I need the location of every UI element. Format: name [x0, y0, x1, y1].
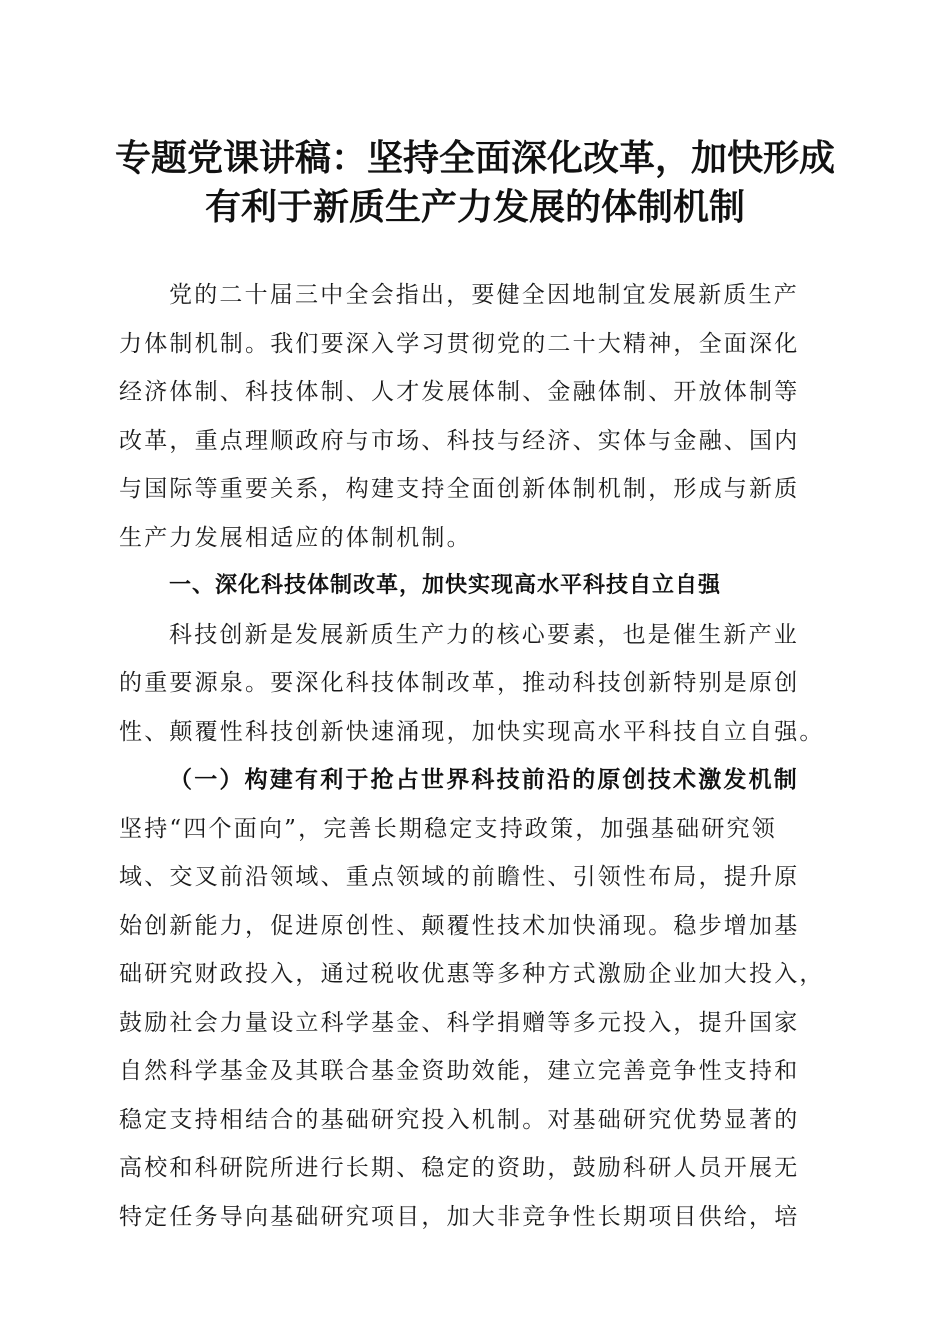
- paragraph-line: 改革，重点理顺政府与市场、科技与经济、实体与金融、国内: [119, 427, 800, 454]
- paragraph-line: 域、交叉前沿领域、重点领域的前瞻性、引领性布局，提升原: [119, 864, 800, 890]
- document-title-line-2: 有利于新质生产力发展的体制机制: [204, 186, 745, 228]
- paragraph-line: 生产力发展相适应的体制机制。: [119, 524, 472, 551]
- paragraph-line: 的重要源泉。要深化科技体制改革，推动科技创新特别是原创: [119, 670, 800, 696]
- paragraph-line: 础研究财政投入，通过税收优惠等多种方式激励企业加大投入，: [119, 961, 825, 987]
- paragraph-line: 性、颠覆性科技创新快速涌现，加快实现高水平科技自立自强。: [119, 718, 825, 745]
- paragraph-line: 坚持“四个面向”，完善长期稳定支持政策，加强基础研究领: [119, 815, 777, 842]
- document-body: [119, 271, 831, 1241]
- paragraph-line: 党的二十届三中全会指出，要健全因地制宜发展新质生产: [169, 282, 799, 308]
- paragraph-line: 高校和科研院所进行长期、稳定的资助，鼓励科研人员开展无: [119, 1155, 800, 1181]
- paragraph-line: 力体制机制。我们要深入学习贯彻党的二十大精神，全面深化: [119, 330, 800, 357]
- subsection-heading: （一）构建有利于抢占世界科技前沿的原创技术激发机制: [169, 766, 799, 793]
- document-title-line-1: 专题党课讲稿：坚持全面深化改革，加快形成: [114, 137, 835, 179]
- paragraph-line: 鼓励社会力量设立科学基金、科学捐赠等多元投入，提升国家: [119, 1009, 800, 1036]
- paragraph-line: 稳定支持相结合的基础研究投入机制。对基础研究优势显著的: [119, 1106, 800, 1133]
- section-heading: 一、深化科技体制改革，加快实现高水平科技自立自强: [169, 573, 722, 598]
- paragraph-line: 特定任务导向基础研究项目，加大非竞争性长期项目供给，培: [119, 1203, 800, 1230]
- paragraph-line: 自然科学基金及其联合基金资助效能，建立完善竞争性支持和: [119, 1058, 800, 1084]
- paragraph-line: 始创新能力，促进原创性、颠覆性技术加快涌现。稳步增加基: [119, 912, 800, 939]
- paragraph-line: 科技创新是发展新质生产力的核心要素，也是催生新产业: [169, 621, 799, 648]
- paragraph-line: 经济体制、科技体制、人才发展体制、金融体制、开放体制等: [119, 379, 800, 405]
- paragraph-line: 与国际等重要关系，构建支持全面创新体制机制，形成与新质: [119, 476, 800, 502]
